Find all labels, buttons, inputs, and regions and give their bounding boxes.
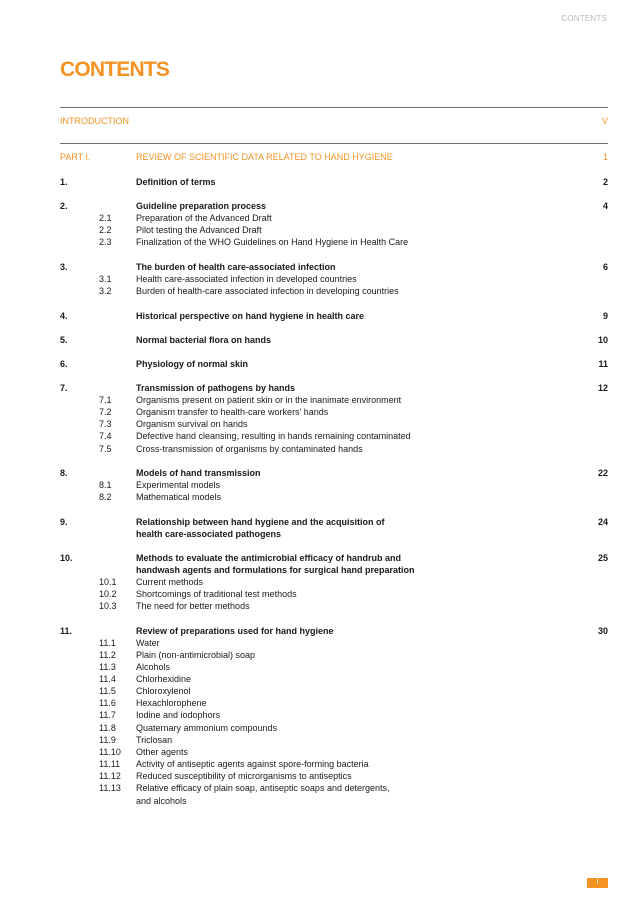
toc-entry[interactable] bbox=[60, 709, 608, 721]
toc-entry-title: Review of preparations used for hand hygiene bbox=[136, 626, 334, 636]
toc-entry-subnumber: 8.1 bbox=[99, 480, 112, 490]
toc-entry[interactable] bbox=[60, 673, 608, 685]
toc-entry-page: 24 bbox=[597, 517, 608, 527]
toc-entry-page: 22 bbox=[597, 468, 608, 478]
toc-entry-subnumber: 11.3 bbox=[99, 662, 116, 672]
toc-entry-page: V bbox=[601, 116, 608, 126]
toc-entry[interactable] bbox=[60, 576, 608, 588]
toc-entry-subnumber: 11.4 bbox=[99, 674, 116, 684]
toc-entry[interactable] bbox=[60, 151, 608, 163]
toc-entry-title: Definition of terms bbox=[136, 177, 216, 187]
toc-entry-title: and alcohols bbox=[136, 796, 187, 806]
toc-entry[interactable] bbox=[60, 418, 608, 430]
toc-entry[interactable] bbox=[60, 261, 608, 273]
toc-entry[interactable] bbox=[60, 588, 608, 600]
toc-entry-title: Reduced susceptibility of microrganisms to antiseptics bbox=[136, 771, 352, 781]
toc-entry[interactable] bbox=[60, 212, 608, 224]
toc-entry-title: Normal bacterial flora on hands bbox=[136, 335, 272, 345]
toc-entry-subnumber: 3.2 bbox=[99, 286, 112, 296]
toc-entry-subnumber: 11.8 bbox=[99, 723, 116, 733]
toc-entry[interactable] bbox=[60, 334, 608, 346]
toc-entry-title: Mathematical models bbox=[136, 492, 222, 502]
toc-entry-title: Relationship between hand hygiene and the acquisition of bbox=[136, 517, 385, 527]
toc-entry-title: Health care-associated infection in developed countries bbox=[136, 274, 357, 284]
toc-entry[interactable] bbox=[60, 382, 608, 394]
toc-entry-title: Shortcomings of traditional test methods bbox=[136, 589, 297, 599]
toc-entry-title: Transmission of pathogens by hands bbox=[136, 383, 296, 393]
toc-entry-title: Plain (non-antimicrobial) soap bbox=[136, 650, 256, 660]
toc-entry[interactable] bbox=[60, 115, 608, 127]
toc-entry-number: 3. bbox=[60, 262, 68, 272]
toc-entry-page: 2 bbox=[602, 177, 608, 187]
toc-entry[interactable] bbox=[60, 516, 608, 528]
toc-entry-subnumber: 7.1 bbox=[99, 395, 112, 405]
toc-entry-title: Experimental models bbox=[136, 480, 221, 490]
toc-entry-title: The burden of health care-associated infection bbox=[136, 262, 336, 272]
toc-entry[interactable] bbox=[60, 176, 608, 188]
toc-entry-title: Chlorhexidine bbox=[136, 674, 192, 684]
toc-entry-number: 8. bbox=[60, 468, 68, 478]
toc-entry-title: Burden of health-care associated infection in developing countries bbox=[136, 286, 399, 296]
toc-entry-subnumber: 11.11 bbox=[99, 759, 121, 769]
toc-entry-page: 1 bbox=[602, 152, 608, 162]
toc-entry-title: Guideline preparation process bbox=[136, 201, 267, 211]
toc-entry[interactable] bbox=[60, 782, 608, 794]
toc-entry[interactable] bbox=[60, 224, 608, 236]
toc-entry-subnumber: 11.5 bbox=[99, 686, 116, 696]
toc-entry-number: 6. bbox=[60, 359, 68, 369]
toc-entry[interactable] bbox=[60, 310, 608, 322]
toc-entry-title: Cross-transmission of organisms by contaminated hands bbox=[136, 444, 363, 454]
toc-entry-page: 9 bbox=[602, 311, 608, 321]
toc-entry-title: Alcohols bbox=[136, 662, 171, 672]
toc-entry-number: 2. bbox=[60, 201, 68, 211]
toc-entry[interactable] bbox=[60, 649, 608, 661]
toc-entry-title: Other agents bbox=[136, 747, 189, 757]
toc-entry-page: 30 bbox=[597, 626, 608, 636]
toc-entry-title: Models of hand transmission bbox=[136, 468, 261, 478]
toc-entry-number: 7. bbox=[60, 383, 68, 393]
toc-entry-title: Defective hand cleansing, resulting in hands remaining contaminated bbox=[136, 431, 411, 441]
toc-entry-number: INTRODUCTION bbox=[60, 116, 129, 126]
toc-entry[interactable] bbox=[60, 722, 608, 734]
toc-entry[interactable] bbox=[60, 358, 608, 370]
toc-entry-subnumber: 7.3 bbox=[99, 419, 112, 429]
toc-entry-title: Organisms present on patient skin or in the inanimate environment bbox=[136, 395, 402, 405]
toc-entry-page: 11 bbox=[598, 359, 608, 369]
toc-entry-title: Chloroxylenol bbox=[136, 686, 191, 696]
toc-entry-number: 1. bbox=[60, 177, 68, 187]
page-number: I bbox=[587, 878, 608, 888]
toc-entry[interactable] bbox=[60, 467, 608, 479]
toc-entry-subnumber: 10.2 bbox=[99, 589, 117, 599]
toc-entry-subnumber: 7.5 bbox=[99, 444, 112, 454]
toc-entry-subnumber: 11.2 bbox=[99, 650, 116, 660]
toc-entry-subnumber: 11.12 bbox=[99, 771, 121, 781]
toc-entry-subnumber: 2.1 bbox=[99, 213, 112, 223]
toc-entry-title: Current methods bbox=[136, 577, 204, 587]
toc-entry-title: Water bbox=[136, 638, 160, 648]
toc-entry-subnumber: 10.3 bbox=[99, 601, 117, 611]
toc-entry[interactable] bbox=[60, 528, 608, 540]
toc-entry[interactable] bbox=[60, 685, 608, 697]
toc-entry[interactable] bbox=[60, 795, 608, 807]
toc-entry-subnumber: 3.1 bbox=[99, 274, 112, 284]
toc-entry-title: handwash agents and formulations for surgical hand preparation bbox=[136, 565, 415, 575]
toc-entry-subnumber: 11.1 bbox=[99, 638, 116, 648]
toc-entry-title: Quaternary ammonium compounds bbox=[136, 723, 278, 733]
toc-entry[interactable] bbox=[60, 479, 608, 491]
toc-entry[interactable] bbox=[60, 637, 608, 649]
toc-entry[interactable] bbox=[60, 770, 608, 782]
toc-entry-title: Methods to evaluate the antimicrobial efficacy of handrub and bbox=[136, 553, 402, 563]
toc-entry-number: 9. bbox=[60, 517, 68, 527]
toc-entry[interactable] bbox=[60, 273, 608, 285]
toc-entry-page: 6 bbox=[602, 262, 608, 272]
toc-entry-subnumber: 11.6 bbox=[99, 698, 116, 708]
toc-entry-subnumber: 11.9 bbox=[99, 735, 116, 745]
toc-entry-page: 10 bbox=[597, 335, 608, 345]
toc-entry-title: Organism transfer to health-care workers’ hands bbox=[136, 407, 329, 417]
toc-entry-subnumber: 2.3 bbox=[99, 237, 112, 247]
toc-entry[interactable] bbox=[60, 236, 608, 248]
toc-entry-subnumber: 11.7 bbox=[99, 710, 116, 720]
toc-entry[interactable] bbox=[60, 406, 608, 418]
toc-entry[interactable] bbox=[60, 200, 608, 212]
toc-entry-subnumber: 7.2 bbox=[99, 407, 112, 417]
toc-entry-number: 10. bbox=[60, 553, 73, 563]
toc-entry-title: Finalization of the WHO Guidelines on Hand Hygiene in Health Care bbox=[136, 237, 409, 247]
toc-entry[interactable] bbox=[60, 491, 608, 503]
toc-entry[interactable] bbox=[60, 394, 608, 406]
toc-entry-title: Activity of antiseptic agents against spore-forming bacteria bbox=[136, 759, 369, 769]
toc-entry-title: Hexachlorophene bbox=[136, 698, 207, 708]
toc-entry-page: 25 bbox=[597, 553, 608, 563]
toc-entry[interactable] bbox=[60, 697, 608, 709]
toc-entry[interactable] bbox=[60, 285, 608, 297]
toc-entry-title: Organism survival on hands bbox=[136, 419, 248, 429]
toc-entry[interactable] bbox=[60, 600, 608, 612]
toc-entry-page: 12 bbox=[597, 383, 608, 393]
toc-entry[interactable] bbox=[60, 746, 608, 758]
toc-entry-title: Iodine and iodophors bbox=[136, 710, 221, 720]
toc-entry-subnumber: 8.2 bbox=[99, 492, 112, 502]
toc-entry-title: REVIEW OF SCIENTIFIC DATA RELATED TO HAND HYGIENE bbox=[136, 152, 393, 162]
toc-entry-title: The need for better methods bbox=[136, 601, 250, 611]
toc-entry-number: 4. bbox=[60, 311, 68, 321]
top-divider bbox=[60, 107, 608, 108]
toc-entry-title: Historical perspective on hand hygiene in health care bbox=[136, 311, 365, 321]
toc-entry[interactable] bbox=[60, 758, 608, 770]
toc-entry[interactable] bbox=[60, 661, 608, 673]
toc-entry-title: Physiology of normal skin bbox=[136, 359, 249, 369]
toc-entry-number: 5. bbox=[60, 335, 68, 345]
toc-entry-subnumber: 11.13 bbox=[99, 783, 121, 793]
running-header: CONTENTS bbox=[561, 14, 607, 23]
toc-entry-title: Triclosan bbox=[136, 735, 173, 745]
toc-entry[interactable] bbox=[60, 430, 608, 442]
toc-entry-title: Pilot testing the Advanced Draft bbox=[136, 225, 262, 235]
toc-entry-subnumber: 11.10 bbox=[99, 747, 121, 757]
toc-entry[interactable] bbox=[60, 443, 608, 455]
toc-entry[interactable] bbox=[60, 564, 608, 576]
intro-divider bbox=[60, 143, 608, 144]
toc-entry-number: PART I. bbox=[60, 152, 91, 162]
toc-entry-subnumber: 10.1 bbox=[99, 577, 117, 587]
toc-entry[interactable] bbox=[60, 625, 608, 637]
toc-entry[interactable] bbox=[60, 734, 608, 746]
toc-entry-subnumber: 2.2 bbox=[99, 225, 112, 235]
page-title: CONTENTS bbox=[60, 58, 170, 81]
toc-entry-title: Preparation of the Advanced Draft bbox=[136, 213, 272, 223]
toc-entry-subnumber: 7.4 bbox=[99, 431, 112, 441]
toc-entry[interactable] bbox=[60, 552, 608, 564]
toc-entry-title: health care-associated pathogens bbox=[136, 529, 282, 539]
toc-entry-number: 11. bbox=[60, 626, 73, 636]
toc-entry-title: Relative efficacy of plain soap, antiseptic soaps and detergents, bbox=[136, 783, 390, 793]
toc-entry-page: 4 bbox=[602, 201, 608, 211]
